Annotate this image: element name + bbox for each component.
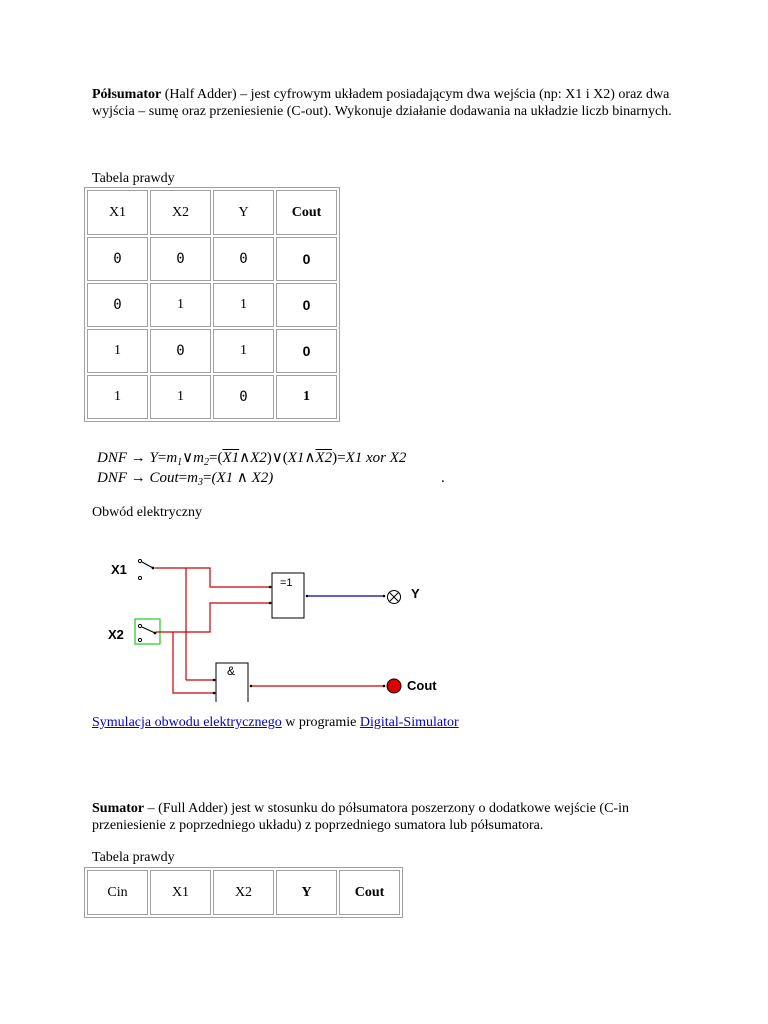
input-label-x2: X2 — [108, 627, 124, 642]
full-adder-term: Sumator — [92, 801, 145, 816]
formula-sub: 1 — [177, 457, 183, 468]
half-adder-paragraph — [92, 86, 682, 120]
table-cell: 0 — [150, 329, 211, 373]
table-cell: 1 — [150, 283, 211, 327]
table-header-cell: X2 — [213, 870, 274, 915]
table-cell: 0 — [150, 237, 211, 281]
formula-cout: Cout — [149, 470, 179, 486]
formula-eq: = — [203, 470, 212, 486]
formula-eq: = — [337, 450, 346, 466]
table-cell: 0 — [213, 375, 274, 419]
circuit-title: Obwód elektryczny — [92, 505, 203, 520]
formula-paren: ) — [266, 450, 272, 466]
output-label-cout: Cout — [407, 678, 437, 693]
formula-x1-negated: X1 — [222, 450, 240, 466]
formula-or: ∨ — [182, 450, 194, 466]
table-cell: 1 — [150, 375, 211, 419]
table-cell: 0 — [276, 237, 337, 281]
input-wires — [155, 568, 272, 693]
full-adder-paragraph — [92, 800, 682, 834]
and-gate — [213, 663, 253, 702]
formula-m: m — [187, 470, 198, 486]
full-adder-table-title: Tabela prawdy — [92, 850, 175, 865]
formula-eq: = — [157, 450, 167, 466]
table-cell: 1 — [87, 329, 148, 373]
table-header-cell: X2 — [150, 190, 211, 235]
full-adder-truth-table — [84, 867, 403, 918]
formula-arrow: → — [130, 450, 146, 466]
xor-gate — [269, 573, 309, 618]
formula-and: ∧ — [304, 450, 316, 466]
table-header-cell: Cout — [276, 190, 337, 235]
table-cell: 0 — [276, 329, 337, 373]
half-adder-description: (Half Adder) – jest cyfrowym układem posiadającym dwa wejścia (np: X1 i X2) oraz dwa wyjścia – sumę oraz przeniesienie (C-out). Wykonuje działanie dodawania na układzie liczb binarnych. — [92, 87, 672, 119]
table-cell: 1 — [276, 375, 337, 419]
half-adder-table-title: Tabela prawdy — [92, 171, 175, 186]
formula-carry — [97, 469, 447, 492]
table-header-cell: X1 — [150, 870, 211, 915]
formula-dnf: DNF — [97, 450, 127, 466]
formula-and: ∧ — [239, 450, 251, 466]
formula-dnf: DNF — [97, 470, 127, 486]
table-cell: 1 — [213, 283, 274, 327]
table-row — [87, 375, 337, 419]
formula-y: Y — [149, 450, 158, 466]
table-cell: 0 — [87, 237, 148, 281]
lamp-y-icon — [388, 591, 401, 604]
table-header-row — [87, 190, 337, 235]
formula-m: m — [193, 450, 204, 466]
table-header-cell: Cout — [339, 870, 400, 915]
table-header-cell: Y — [276, 870, 337, 915]
table-header-cell: Y — [213, 190, 274, 235]
half-adder-circuit — [100, 550, 460, 702]
formula-arrow: → — [130, 470, 146, 486]
table-cell: 1 — [213, 329, 274, 373]
formula-m: m — [166, 450, 178, 466]
table-cell: 1 — [87, 375, 148, 419]
table-row — [87, 283, 337, 327]
half-adder-term: Półsumator — [92, 87, 162, 102]
formula-and-expr: (X1 ∧ X2) — [211, 470, 274, 486]
formula-sub: 2 — [203, 457, 209, 468]
formula-sub: 3 — [198, 477, 203, 488]
simulation-link[interactable]: Symulacja obwodu elektrycznego — [92, 715, 282, 730]
simulation-line — [92, 715, 459, 731]
formula-eq: = — [178, 470, 188, 486]
formula-paren: ( — [282, 450, 288, 466]
output-label-y: Y — [411, 586, 420, 601]
lamp-cout-icon — [387, 679, 401, 693]
simulation-mid-text: w programie — [281, 715, 360, 730]
formula-x2: X2 — [250, 450, 267, 466]
formula-or: ∨ — [271, 450, 283, 466]
xor-gate-label: =1 — [280, 577, 293, 589]
table-header-cell: Cin — [87, 870, 148, 915]
formula-x2-negated: X2 — [315, 450, 333, 466]
full-adder-description: – (Full Adder) jest w stosunku do półsumatora poszerzony o dodatkowe wejście (C-in przeniesienie z poprzedniego układu) z poprzedniego sumatora lub półsumatora. — [92, 801, 629, 833]
formula-eq: = — [208, 450, 218, 466]
formula-xor: X1 xor X2 — [345, 450, 407, 466]
table-row — [87, 237, 337, 281]
formula-paren: ( — [217, 450, 223, 466]
formula-dot: . — [441, 470, 445, 486]
table-cell: 0 — [87, 283, 148, 327]
table-cell: 0 — [276, 283, 337, 327]
table-row — [87, 329, 337, 373]
input-label-x1: X1 — [111, 562, 127, 577]
formula-x1: X1 — [287, 450, 305, 466]
table-header-cell: X1 — [87, 190, 148, 235]
table-header-row — [87, 870, 400, 915]
formula-paren: ) — [332, 450, 338, 466]
switch-x1[interactable] — [138, 559, 154, 579]
digital-simulator-link[interactable]: Digital-Simulator — [359, 715, 459, 730]
and-gate-label: & — [227, 664, 236, 678]
half-adder-truth-table — [84, 187, 340, 422]
table-cell: 0 — [213, 237, 274, 281]
